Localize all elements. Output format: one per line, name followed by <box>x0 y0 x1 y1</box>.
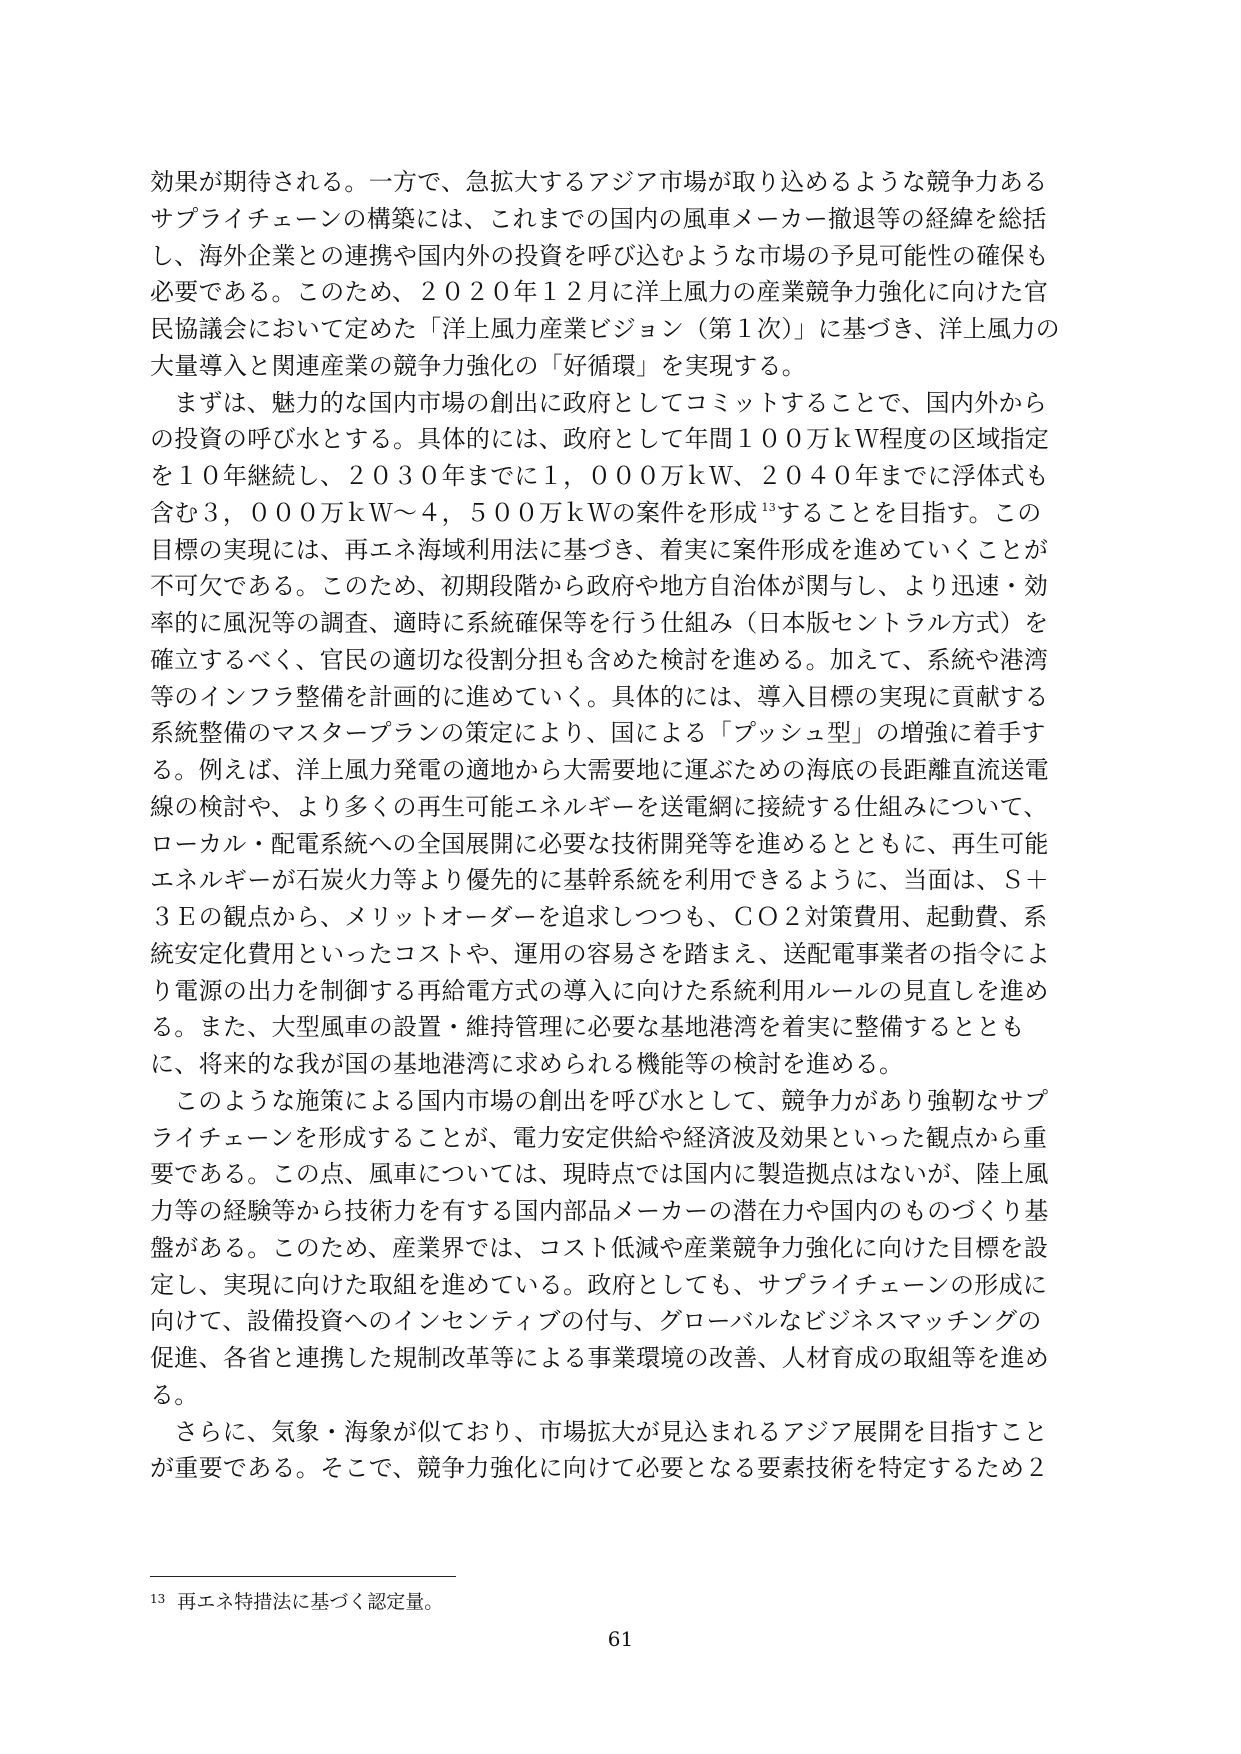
text-line: 促進、各省と連携した規制改革等による事業環境の改善、人材育成の取組等を進め <box>150 1344 1050 1372</box>
text-line: る。例えば、洋上風力発電の適地から大需要地に運ぶための海底の長距離直流送電 <box>150 756 1050 784</box>
text-line: 盤がある。このため、産業界では、コスト低減や産業競争力強化に向けた目標を設 <box>150 1233 1049 1262</box>
paragraph-start-line: さらに、気象・海象が似ており、市場拡大が見込まれるアジア展開を目指すこと <box>174 1417 1048 1446</box>
text-line: の投資の呼び水とする。具体的には、政府として年間１００万ｋＷ程度の区域指定 <box>150 425 1050 454</box>
text-line: 系統整備のマスタープランの策定により、国による「プッシュ型」の増強に着手す <box>150 719 1046 748</box>
text-line: 目標の実現には、再エネ海域利用法に基づき、着実に案件形成を進めていくことが <box>150 535 1049 564</box>
text-line: 定し、実現に向けた取組を進めている。政府としても、サプライチェーンの形成に <box>150 1270 1048 1299</box>
text-line: 統安定化費用といったコストや、運用の容易さを踏まえ、送配電事業者の指令によ <box>150 939 1051 968</box>
body-text <box>150 164 1085 1487</box>
footnote-reference[interactable]: 13 <box>761 500 777 514</box>
text-line: エネルギーが石炭火力等より優先的に基幹系統を利用できるように、当面は、Ｓ＋ <box>150 866 1050 895</box>
text-line: 要である。この点、風車については、現時点では国内に製造拠点はないが、陸上風 <box>150 1160 1049 1189</box>
text-line: 効果が期待される。一方で、急拡大するアジア市場が取り込めるような競争力ある <box>150 168 1048 196</box>
text-line: が重要である。そこで、競争力強化に向けて必要となる要素技術を特定するため２ <box>150 1454 1049 1483</box>
text-line: 必要である。このため、２０２０年１２月に洋上風力の産業競争力強化に向けた官 <box>150 278 1049 307</box>
paragraph-start-line: このような施策による国内市場の創出を呼び水として、競争力があり強靭なサプ <box>174 1086 1049 1115</box>
paragraph-start-line: まずは、魅力的な国内市場の創出に政府としてコミットすることで、国内外から <box>174 388 1048 417</box>
footnote-text: 再エネ特措法に基づく認定量。 <box>177 1591 444 1613</box>
text-line: サプライチェーンの構築には、これまでの国内の風車メーカー撤退等の経緯を総括 <box>150 204 1047 233</box>
text-line: 等のインフラ整備を計画的に進めていく。具体的には、導入目標の実現に貢献する <box>150 682 1049 711</box>
text-line: ローカル・配電系統への全国展開に必要な技術開発等を進めるとともに、再生可能 <box>150 829 1049 858</box>
text-line: 確立するべく、官民の適切な役割分担も含めた検討を進める。加えて、系統や港湾 <box>150 645 1049 674</box>
footnote-divider <box>150 1576 456 1577</box>
footnote <box>150 1586 443 1615</box>
text-segment: 含む３，０００万ｋＷ～４，５００万ｋＷの案件を形成 <box>150 498 758 527</box>
text-line: 民協議会において定めた「洋上風力産業ビジョン（第１次）」に基づき、洋上風力の <box>150 315 1060 343</box>
text-line: 率的に風況等の調査、適時に系統確保等を行う仕組み（日本版セントラル方式）を <box>150 609 1049 637</box>
text-line: を１０年継続し、２０３０年までに１，０００万ｋＷ、２０４０年までに浮体式も <box>150 462 1050 490</box>
text-line: 不可欠である。このため、初期段階から政府や地方自治体が関与し、より迅速・効 <box>150 572 1049 601</box>
text-line: し、海外企業との連携や国内外の投資を呼び込むような市場の予見可能性の確保も <box>150 241 1050 270</box>
text-line: 線の検討や、より多くの再生可能エネルギーを送電網に接続する仕組みについて、 <box>150 792 1048 821</box>
footnote-number: 13 <box>150 1592 166 1606</box>
text-segment: することを目指す。この <box>776 498 1042 527</box>
text-line: 大量導入と関連産業の競争力強化の「好循環」を実現する。 <box>150 351 807 380</box>
text-line: ３Ｅの観点から、メリットオーダーを追求しつつも、ＣＯ２対策費用、起動費、系 <box>150 903 1048 931</box>
text-line: 向けて、設備投資へのインセンティブの付与、グローバルなビジネスマッチングの <box>150 1307 1042 1336</box>
text-line: ライチェーンを形成することが、電力安定供給や経済波及効果といった観点から重 <box>150 1123 1048 1152</box>
text-line: る。 <box>150 1380 199 1409</box>
page-number: 61 <box>607 1627 634 1651</box>
text-line: に、将来的な我が国の基地港湾に求められる機能等の検討を進める。 <box>150 1050 904 1078</box>
text-line: り電源の出力を制御する再給電方式の導入に向けた系統利用ルールの見直しを進め <box>150 976 1049 1005</box>
text-line: 力等の経験等から技術力を有する国内部品メーカーの潜在力や国内のものづくり基 <box>150 1197 1049 1225</box>
text-line-with-footnote <box>150 495 1085 532</box>
text-line: る。また、大型風車の設置・維持管理に必要な基地港湾を着実に整備するととも <box>150 1013 1025 1042</box>
